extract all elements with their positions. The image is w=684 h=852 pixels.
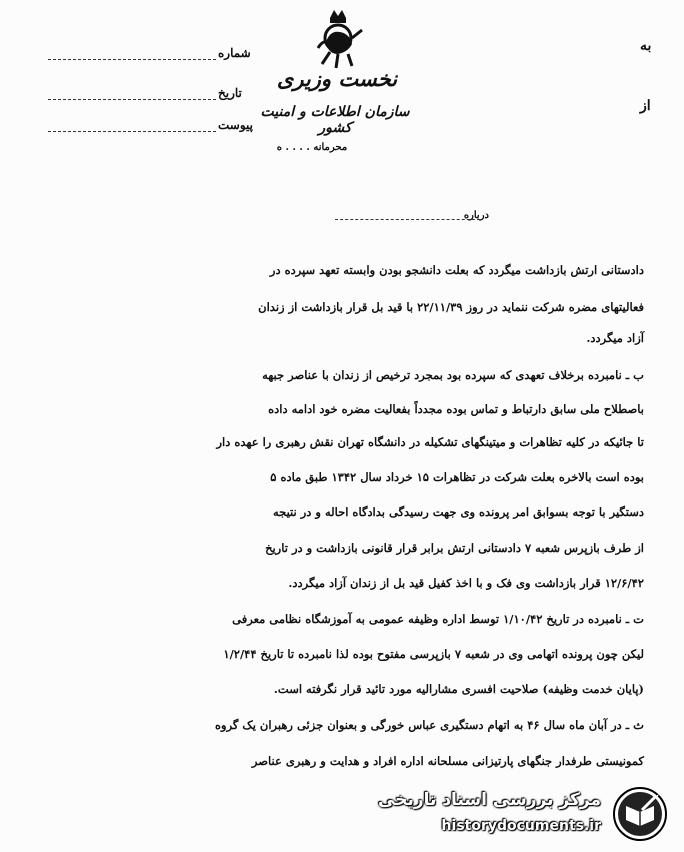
body-line: دستگیر با توجه بسوابق امر پرونده وی جهت رسیدگی بدادگاه احاله و در نتیجه (272, 505, 644, 519)
body-line: ۱۲/۶/۴۲ قرار بازداشت وی فک و با اخذ کفیل قید بل از زندان آزاد میگردد. (288, 576, 644, 590)
body-line: از طرف بازپرس شعبه ۷ دادستانی ارتش برابر قرار قانونی بازداشت و در تاریخ (265, 541, 644, 555)
mark-be: به (640, 38, 652, 54)
book-quill-logo-icon (612, 786, 668, 842)
field-number-line (48, 59, 216, 60)
body-line: آزاد میگردد. (586, 331, 644, 345)
body-line: دادستانی ارتش بازداشت میگردد که بعلت دانشجو بودن وابسته تعهد سپرده در (269, 263, 644, 277)
watermark-text: مرکز بررسی اسناد تاریخی (378, 790, 601, 810)
field-attachment-label: پیوست (218, 118, 253, 132)
body-line: ب ـ نامبرده برخلاف تعهدی که سپرده بود بمجرد ترخیص از زندان با عناصر جبهه (262, 368, 644, 382)
mark-az: از (640, 98, 651, 114)
field-attachment-line (48, 131, 216, 132)
watermark (378, 786, 671, 844)
org-title: نخست وزیری (276, 66, 398, 91)
org-subtitle: سازمان اطلاعات و امنیت کشور (260, 104, 410, 136)
body-line: فعالیتهای مضره شرکت ننماید در روز ۲۲/۱۱/۳۹ با قید بل قرار بازداشت از زندان (258, 300, 644, 314)
body-line: لیکن چون پرونده اتهامی وی در شعبه ۷ بازپرسی مفتوح بوده لذا نامبرده تا تاریخ ۱/۲/۴۴ (223, 647, 644, 661)
body-line: باصطلاح ملی سابق دارتباط و تماس بوده مجدداً بفعالیت مضره خود ادامه داده (268, 402, 644, 416)
watermark-url: historydocuments.ir (441, 818, 601, 834)
body-line: (پایان خدمت وظیفه) صلاحیت افسری مشارالیه مورد تائید قرار نگرفته است. (273, 682, 644, 696)
field-date-line (48, 99, 216, 100)
body-line: تا جائیکه در کلیه تظاهرات و میتینگهای تشکیله در دانشگاه تهران نقش رهبری را عهده دار (216, 435, 644, 449)
body-line: کمونیستی طرفدار جنگهای پارتیزانی مسلحانه اداره افراد و هدایت و رهبری عناصر (251, 754, 644, 768)
body-line: ت ـ نامبرده در تاریخ ۱/۱۰/۴۲ توسط اداره وظیفه عمومی به آموزشگاه نظامی معرفی (232, 612, 644, 626)
field-date-label: تاریخ (218, 86, 242, 100)
body-line: ث ـ در آبان ماه سال ۴۶ به اتهام دستگیری عباس خورگی و بعنوان جزئی رهبران یک گروه (215, 718, 644, 732)
lion-sun-crown-emblem-icon (308, 8, 368, 70)
subject-label: درباره (463, 210, 489, 221)
org-ref: محرمانه . . . . ه (276, 142, 348, 153)
subject-line (335, 219, 480, 220)
body-line: بوده است بالاخره بعلت شرکت در تظاهرات ۱۵ خرداد سال ۱۳۴۲ طبق ماده ۵ (270, 470, 644, 484)
field-number-label: شماره (218, 46, 251, 60)
